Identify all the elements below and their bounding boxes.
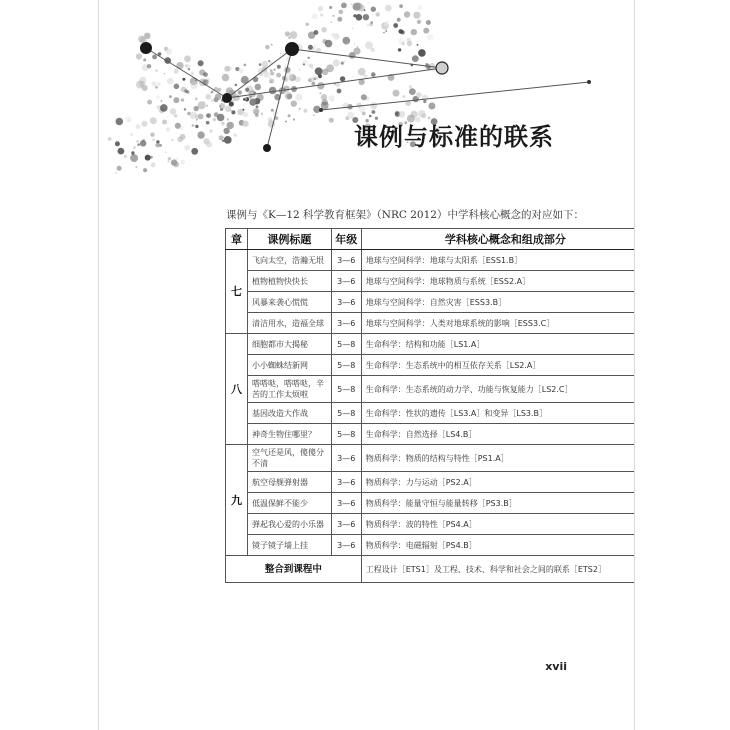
concept-cell: 物质科学：电磁辐射［PS4.B］ — [361, 535, 635, 556]
grade-cell: 3—6 — [331, 271, 361, 292]
concept-cell: 物质科学：波的特性［PS4.A］ — [361, 514, 635, 535]
table-body — [226, 250, 636, 583]
concept-cell: 地球与空间科学：人类对地球系统的影响［ESS3.C］ — [361, 313, 635, 334]
concept-cell: 地球与空间科学：自然灾害［ESS3.B］ — [361, 292, 635, 313]
concept-cell: 生命科学：生态系统中的相互依存关系［LS2.A］ — [361, 355, 635, 376]
grade-cell: 3—6 — [331, 250, 361, 271]
lesson-title-cell: 细胞都市大揭秘 — [247, 334, 331, 355]
table-row — [226, 334, 636, 355]
summary-concept-cell: 工程设计［ETS1］及工程、技术、科学和社会之间的联系［ETS2］ — [361, 556, 635, 583]
grade-cell: 3—6 — [331, 514, 361, 535]
standards-table — [225, 228, 635, 583]
concept-cell: 生命科学：性状的遗传［LS3.A］和变异［LS3.B］ — [361, 403, 635, 424]
book-page — [98, 0, 635, 730]
table-row — [226, 403, 636, 424]
concept-cell: 地球与空间科学：地球物质与系统［ESS2.A］ — [361, 271, 635, 292]
chapter-cell: 七 — [226, 250, 248, 334]
grade-cell: 3—6 — [331, 535, 361, 556]
lesson-title-cell: 基因改造大作战 — [247, 403, 331, 424]
table-row — [226, 313, 636, 334]
concept-cell: 物质科学：能量守恒与能量转移［PS3.B］ — [361, 493, 635, 514]
concept-cell: 生命科学：结构和功能［LS1.A］ — [361, 334, 635, 355]
grade-cell: 5—8 — [331, 424, 361, 445]
grade-cell: 5—8 — [331, 403, 361, 424]
grade-cell: 3—6 — [331, 313, 361, 334]
table-row — [226, 355, 636, 376]
table-row — [226, 271, 636, 292]
grade-cell: 3—6 — [331, 292, 361, 313]
table-row — [226, 424, 636, 445]
header-chapter: 章 — [226, 229, 248, 250]
concept-cell: 地球与空间科学：地球与太阳系［ESS1.B］ — [361, 250, 635, 271]
grade-cell: 3—6 — [331, 493, 361, 514]
table-row — [226, 292, 636, 313]
summary-label-cell: 整合到课程中 — [226, 556, 362, 583]
grade-cell: 5—8 — [331, 376, 361, 403]
table-header-row — [226, 229, 636, 250]
lesson-title-cell: 飞向太空，浩瀚无垠 — [247, 250, 331, 271]
header-concept: 学科核心概念和组成部分 — [361, 229, 635, 250]
concept-cell: 物质科学：物质的结构与特性［PS1.A］ — [361, 445, 635, 472]
page-title: 课例与标准的联系 — [354, 123, 554, 151]
table-row — [226, 250, 636, 271]
header-title: 课例标题 — [247, 229, 331, 250]
chapter-cell: 八 — [226, 334, 248, 445]
lesson-title-cell: 镜子镜子墙上挂 — [247, 535, 331, 556]
lesson-title-cell: 航空母舰弹射器 — [247, 472, 331, 493]
concept-cell: 生命科学：生态系统的动力学、功能与恢复能力［LS2.C］ — [361, 376, 635, 403]
table-row — [226, 472, 636, 493]
page-number: xvii — [545, 660, 567, 673]
table-row — [226, 535, 636, 556]
grade-cell: 5—8 — [331, 355, 361, 376]
summary-row — [226, 556, 636, 583]
lesson-title-cell: 风暴来袭心慌慌 — [247, 292, 331, 313]
concept-cell: 生命科学：自然选择［LS4.B］ — [361, 424, 635, 445]
grade-cell: 5—8 — [331, 334, 361, 355]
lesson-title-cell: 植物植物快快长 — [247, 271, 331, 292]
lesson-title-cell: 空气还是风，傻傻分不清 — [247, 445, 331, 472]
chapter-cell: 九 — [226, 445, 248, 556]
lesson-title-cell: 神奇生物住哪里？ — [247, 424, 331, 445]
lesson-title-cell: 弹起我心爱的小乐器 — [247, 514, 331, 535]
decorative-banner — [99, 0, 634, 190]
table-row — [226, 514, 636, 535]
grade-cell: 3—6 — [331, 445, 361, 472]
lesson-title-cell: 低温保鲜不能少 — [247, 493, 331, 514]
lesson-title-cell: 嗒嗒哒，嗒嗒哒，辛苦的工作太烦啦 — [247, 376, 331, 403]
header-grade: 年级 — [331, 229, 361, 250]
table-row — [226, 493, 636, 514]
table-row — [226, 445, 636, 472]
intro-text: 课例与《K—12 科学教育框架》（NRC 2012）中学科核心概念的对应如下： — [226, 209, 584, 221]
grade-cell: 3—6 — [331, 472, 361, 493]
concept-cell: 物质科学：力与运动［PS2.A］ — [361, 472, 635, 493]
table-row — [226, 376, 636, 403]
lesson-title-cell: 清洁用水，造福全球 — [247, 313, 331, 334]
lesson-title-cell: 小小蜘蛛结新网 — [247, 355, 331, 376]
